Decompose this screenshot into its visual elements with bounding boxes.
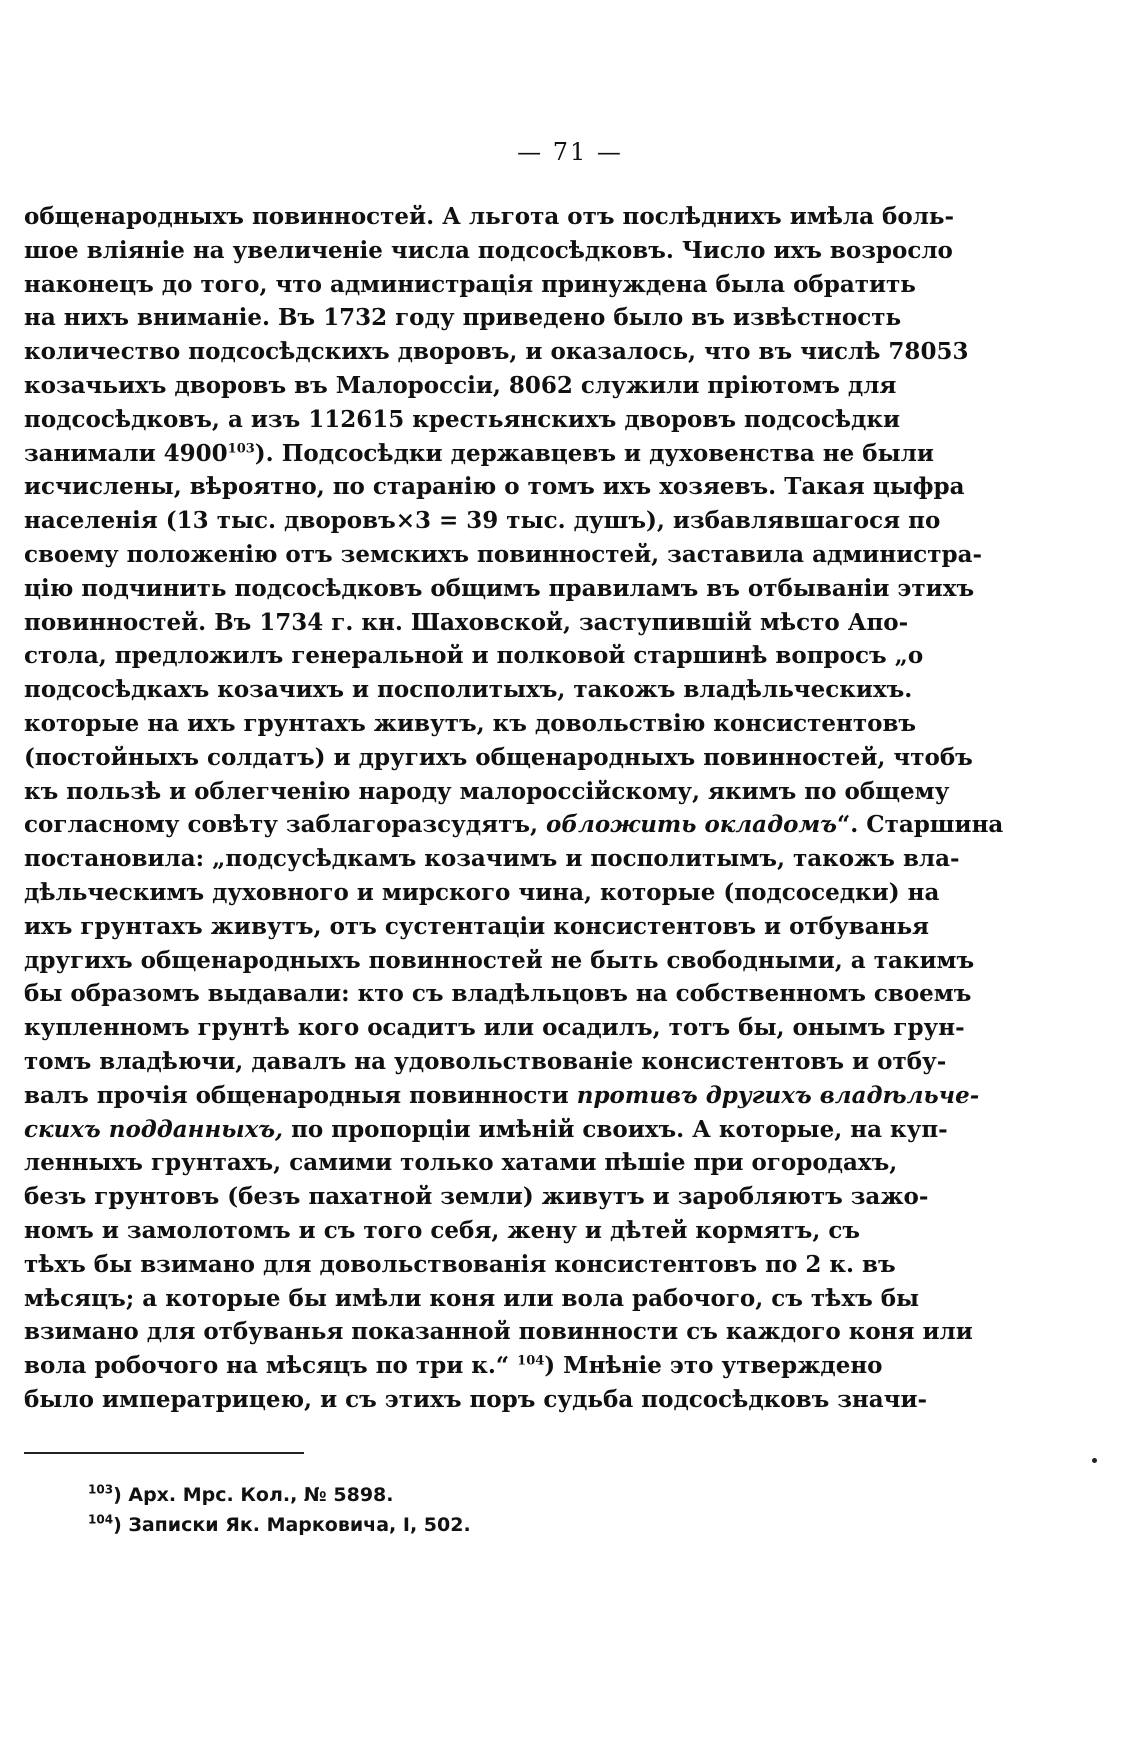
footnote-ref: 104 xyxy=(517,1353,545,1369)
text-line: постановила: „подсусѣдкамъ козачимъ и посполитымъ, такожъ вла- xyxy=(24,845,960,873)
text-line: ленныхъ грунтахъ, самими только хатами пѣшіе при огородахъ, xyxy=(24,1149,898,1177)
text-line: (постойныхъ солдатъ) и другихъ общенародныхъ повинностей, чтобъ xyxy=(24,743,973,771)
text-line: было императрицею, и съ этихъ поръ судьба подсосѣдковъ значи- xyxy=(24,1385,928,1413)
text-line: повинностей. Въ 1734 г. кн. Шаховской, заступившій мѣсто Апо- xyxy=(24,608,909,636)
text-line: тѣхъ бы взимано для довольствованія консистентовъ по 2 к. въ xyxy=(24,1250,896,1278)
italic-phrase: скихъ подданныхъ, xyxy=(24,1115,284,1143)
text-line: подсосѣдковъ, а изъ 112615 крестьянскихъ дворовъ подсосѣдки xyxy=(24,405,901,433)
text-line: другихъ общенародныхъ повинностей не быть свободными, а такимъ xyxy=(24,946,975,974)
footnotes xyxy=(88,1480,788,1540)
text-line xyxy=(24,1113,948,1147)
text-line: своему положенію отъ земскихъ повинностей, заставила администра- xyxy=(24,540,983,568)
text-line xyxy=(24,437,934,471)
footnote-number: 103 xyxy=(88,1482,114,1497)
text-line: на нихъ вниманіе. Въ 1732 году приведено было въ извѣстность xyxy=(24,304,902,332)
text-line: которые на ихъ грунтахъ живутъ, къ довольствію консистентовъ xyxy=(24,709,917,737)
text-segment: ). Подсосѣдки державцевъ и духовенства не были xyxy=(254,439,934,467)
footnote-item xyxy=(88,1510,788,1540)
text-line: количество подсосѣдскихъ дворовъ, и оказалось, что въ числѣ 78053 xyxy=(24,338,969,366)
text-line: безъ грунтовъ (безъ пахатной земли) живутъ и заробляютъ зажо- xyxy=(24,1183,929,1211)
text-line: ихъ грунтахъ живутъ, отъ сустентаціи консистентовъ и отбуванья xyxy=(24,912,930,940)
text-line: подсосѣдкахъ козачихъ и посполитыхъ, такожъ владѣльческихъ. xyxy=(24,676,913,704)
text-line: дѣльческимъ духовного и мирского чина, которые (подсоседки) на xyxy=(24,878,940,906)
footnote-number: 104 xyxy=(88,1512,114,1527)
italic-phrase: обложить окладомъ xyxy=(546,811,838,839)
text-line: къ пользѣ и облегченію народу малороссійскому, якимъ по общему xyxy=(24,777,950,805)
footnote-ref: 103 xyxy=(227,440,255,456)
text-line: номъ и замолотомъ и съ того себя, жену и дѣтей кормятъ, съ xyxy=(24,1216,860,1244)
footnote-item xyxy=(88,1480,788,1510)
text-segment: согласному совѣту заблагоразсудятъ, xyxy=(24,811,539,839)
text-line xyxy=(24,1079,980,1113)
footnote-text: ) Арх. Мрс. Кол., № 5898. xyxy=(113,1484,394,1506)
body-text xyxy=(24,200,1004,1417)
text-segment: занимали 4900 xyxy=(24,439,228,467)
text-line: томъ владѣючи, давалъ на удовольствованіе консистентовъ и отбу- xyxy=(24,1047,947,1075)
text-line xyxy=(24,1349,883,1383)
text-line: цію подчинить подсосѣдковъ общимъ правиламъ въ отбываніи этихъ xyxy=(24,574,975,602)
text-line xyxy=(24,808,1004,842)
italic-phrase: противъ другихъ владѣльче- xyxy=(576,1081,980,1109)
text-line: взимано для отбуванья показанной повинности съ каждого коня или xyxy=(24,1318,973,1346)
text-segment: по пропорціи имѣній своихъ. А которые, на куп- xyxy=(283,1115,948,1143)
text-segment: вола робочого на мѣсяцъ по три к.“ xyxy=(24,1352,510,1380)
footnote-text: ) Записки Як. Марковича, I, 502. xyxy=(113,1514,471,1536)
text-line: бы образомъ выдавали: кто съ владѣльцовъ на собственномъ своемъ xyxy=(24,980,972,1008)
text-line: козачьихъ дворовъ въ Малороссіи, 8062 служили пріютомъ для xyxy=(24,371,897,399)
text-segment: “. Старшина xyxy=(837,811,1004,839)
text-line: общенародныхъ повинностей. А льгота отъ послѣднихъ имѣла боль- xyxy=(24,203,955,230)
text-segment: ) Мнѣніе это утверждено xyxy=(544,1352,883,1380)
text-line: стола, предложилъ генеральной и полковой старшинѣ вопросъ „о xyxy=(24,642,924,670)
text-segment: валъ прочія общенародныя повинности xyxy=(24,1081,569,1109)
footnote-divider xyxy=(24,1452,304,1454)
page-number: — 71 — xyxy=(517,138,623,166)
text-line: купленномъ грунтѣ кого осадитъ или осадилъ, тотъ бы, онымъ грун- xyxy=(24,1014,965,1042)
text-line: населенія (13 тыс. дворовъ×3 = 39 тыс. душъ), избавлявшагося по xyxy=(24,507,941,535)
text-line: шое вліяніе на увеличеніе числа подсосѣдковъ. Число ихъ возросло xyxy=(24,236,953,264)
margin-dot xyxy=(1092,1458,1097,1463)
text-line: наконецъ до того, что администрація принуждена была обратить xyxy=(24,270,916,298)
text-line: исчислены, вѣроятно, по старанію о томъ ихъ хозяевъ. Такая цыфра xyxy=(24,473,965,501)
text-line: мѣсяцъ; а которые бы имѣли коня или вола рабочого, съ тѣхъ бы xyxy=(24,1284,920,1312)
